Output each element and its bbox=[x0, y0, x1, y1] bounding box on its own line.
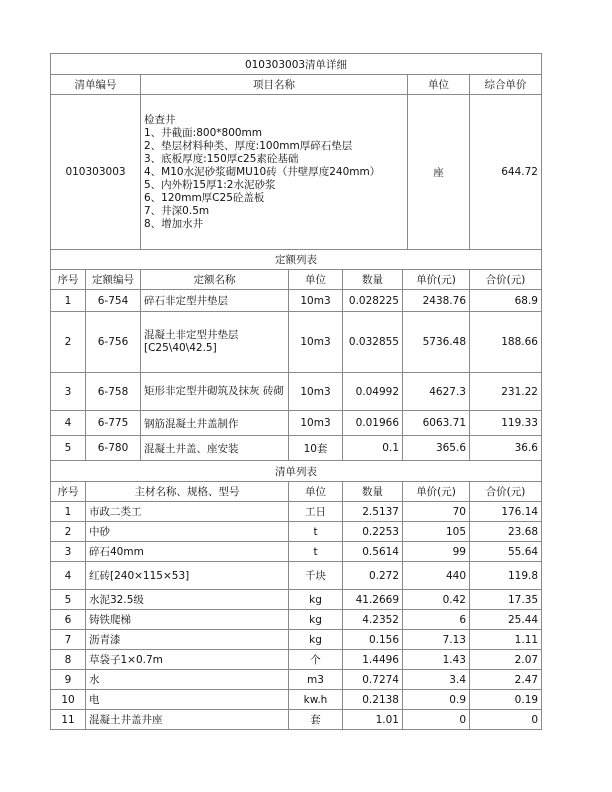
material-seq: 5 bbox=[51, 590, 86, 610]
material-qty: 0.7274 bbox=[343, 670, 403, 690]
table-row bbox=[51, 650, 542, 670]
material-name: 混凝土井盖井座 bbox=[86, 710, 289, 730]
desc-line: 3、底板厚度:150厚c25素砼基础 bbox=[144, 152, 299, 165]
table-row bbox=[51, 590, 542, 610]
material-unit: kw.h bbox=[289, 690, 343, 710]
material-name: 电 bbox=[86, 690, 289, 710]
quota-name: 钢筋混凝土井盖制作 bbox=[141, 411, 289, 436]
item-unit: 座 bbox=[408, 95, 470, 250]
quota-name: 碎石非定型井垫层 bbox=[141, 290, 289, 312]
material-price: 1.43 bbox=[403, 650, 470, 670]
table-row bbox=[51, 710, 542, 730]
table-row bbox=[51, 522, 542, 542]
quota-total: 188.66 bbox=[470, 312, 542, 373]
material-total: 119.8 bbox=[470, 562, 542, 590]
table-row bbox=[51, 373, 542, 411]
material-total: 2.47 bbox=[470, 670, 542, 690]
material-seq: 10 bbox=[51, 690, 86, 710]
table-row bbox=[51, 436, 542, 461]
material-total: 17.35 bbox=[470, 590, 542, 610]
quota-code: 6-775 bbox=[86, 411, 141, 436]
quota-total: 231.22 bbox=[470, 373, 542, 411]
quota-seq: 3 bbox=[51, 373, 86, 411]
material-price: 105 bbox=[403, 522, 470, 542]
quota-unit: 10m3 bbox=[289, 411, 343, 436]
quota-col-header: 单位 bbox=[289, 270, 343, 290]
table-row bbox=[51, 411, 542, 436]
material-total: 0 bbox=[470, 710, 542, 730]
table-row bbox=[51, 690, 542, 710]
material-unit: kg bbox=[289, 630, 343, 650]
material-price: 0.9 bbox=[403, 690, 470, 710]
desc-line: 2、垫层材料种类、厚度:100mm厚碎石垫层 bbox=[144, 139, 353, 152]
material-name: 市政二类工 bbox=[86, 502, 289, 522]
materials-col-header: 主材名称、规格、型号 bbox=[86, 482, 289, 502]
item-detail-table bbox=[50, 53, 542, 250]
material-price: 0 bbox=[403, 710, 470, 730]
material-name: 铸铁爬梯 bbox=[86, 610, 289, 630]
material-total: 0.19 bbox=[470, 690, 542, 710]
material-unit: 千块 bbox=[289, 562, 343, 590]
quota-price: 2438.76 bbox=[403, 290, 470, 312]
material-name: 碎石40mm bbox=[86, 542, 289, 562]
materials-section-title: 清单列表 bbox=[51, 461, 542, 482]
quota-seq: 1 bbox=[51, 290, 86, 312]
material-name: 红砖[240×115×53] bbox=[86, 562, 289, 590]
material-qty: 41.2669 bbox=[343, 590, 403, 610]
material-seq: 7 bbox=[51, 630, 86, 650]
quota-col-header: 合价(元) bbox=[470, 270, 542, 290]
table-row bbox=[51, 290, 542, 312]
material-qty: 0.156 bbox=[343, 630, 403, 650]
quota-unit: 10套 bbox=[289, 436, 343, 461]
quota-price: 5736.48 bbox=[403, 312, 470, 373]
material-qty: 1.01 bbox=[343, 710, 403, 730]
materials-table bbox=[50, 460, 542, 730]
quota-code: 6-756 bbox=[86, 312, 141, 373]
material-qty: 1.4496 bbox=[343, 650, 403, 670]
material-price: 7.13 bbox=[403, 630, 470, 650]
desc-line: 1、井截面:800*800mm bbox=[144, 126, 263, 139]
material-qty: 0.5614 bbox=[343, 542, 403, 562]
quota-col-header: 定额编号 bbox=[86, 270, 141, 290]
quota-section-title: 定额列表 bbox=[51, 250, 542, 270]
quota-unit: 10m3 bbox=[289, 373, 343, 411]
material-total: 23.68 bbox=[470, 522, 542, 542]
material-qty: 0.2253 bbox=[343, 522, 403, 542]
materials-col-header: 单位 bbox=[289, 482, 343, 502]
quota-col-header: 单价(元) bbox=[403, 270, 470, 290]
table-row bbox=[51, 610, 542, 630]
material-name: 水 bbox=[86, 670, 289, 690]
quota-code: 6-758 bbox=[86, 373, 141, 411]
material-seq: 4 bbox=[51, 562, 86, 590]
quota-seq: 5 bbox=[51, 436, 86, 461]
header-name: 项目名称 bbox=[141, 75, 408, 95]
material-seq: 8 bbox=[51, 650, 86, 670]
quota-total: 119.33 bbox=[470, 411, 542, 436]
quota-qty: 0.1 bbox=[343, 436, 403, 461]
material-price: 3.4 bbox=[403, 670, 470, 690]
quota-price: 6063.71 bbox=[403, 411, 470, 436]
material-price: 440 bbox=[403, 562, 470, 590]
material-qty: 0.272 bbox=[343, 562, 403, 590]
material-seq: 2 bbox=[51, 522, 86, 542]
material-qty: 0.2138 bbox=[343, 690, 403, 710]
material-name: 草袋子1×0.7m bbox=[86, 650, 289, 670]
material-price: 0.42 bbox=[403, 590, 470, 610]
quota-qty: 0.032855 bbox=[343, 312, 403, 373]
material-qty: 2.5137 bbox=[343, 502, 403, 522]
header-code: 清单编号 bbox=[51, 75, 141, 95]
material-name: 水泥32.5级 bbox=[86, 590, 289, 610]
table-row bbox=[51, 502, 542, 522]
quota-unit: 10m3 bbox=[289, 290, 343, 312]
quota-table bbox=[50, 249, 542, 461]
material-total: 25.44 bbox=[470, 610, 542, 630]
quota-total: 68.9 bbox=[470, 290, 542, 312]
material-seq: 1 bbox=[51, 502, 86, 522]
quota-col-header: 数量 bbox=[343, 270, 403, 290]
material-unit: t bbox=[289, 522, 343, 542]
quota-total: 36.6 bbox=[470, 436, 542, 461]
materials-col-header: 数量 bbox=[343, 482, 403, 502]
item-price: 644.72 bbox=[470, 95, 542, 250]
material-unit: m3 bbox=[289, 670, 343, 690]
quota-qty: 0.01966 bbox=[343, 411, 403, 436]
table-row bbox=[51, 312, 542, 373]
quota-name: 混凝土非定型井垫层[C25\40\42.5] bbox=[141, 312, 289, 373]
material-unit: 工日 bbox=[289, 502, 343, 522]
quota-name: 混凝土井盖、座安装 bbox=[141, 436, 289, 461]
quota-unit: 10m3 bbox=[289, 312, 343, 373]
material-total: 176.14 bbox=[470, 502, 542, 522]
quota-code: 6-754 bbox=[86, 290, 141, 312]
materials-col-header: 合价(元) bbox=[470, 482, 542, 502]
material-unit: 个 bbox=[289, 650, 343, 670]
material-unit: kg bbox=[289, 590, 343, 610]
quota-name: 矩形非定型井砌筑及抹灰 砖砌 bbox=[141, 373, 289, 411]
material-price: 6 bbox=[403, 610, 470, 630]
table-row bbox=[51, 562, 542, 590]
quota-col-header: 定额名称 bbox=[141, 270, 289, 290]
desc-line: 4、M10水泥砂浆砌MU10砖（井壁厚度240mm） bbox=[144, 165, 381, 178]
materials-col-header: 序号 bbox=[51, 482, 86, 502]
page-title: 010303003清单详细 bbox=[51, 54, 542, 75]
desc-line: 6、120mm厚C25砼盖板 bbox=[144, 191, 265, 204]
material-name: 沥青漆 bbox=[86, 630, 289, 650]
material-seq: 9 bbox=[51, 670, 86, 690]
quota-seq: 4 bbox=[51, 411, 86, 436]
table-row bbox=[51, 630, 542, 650]
header-price: 综合单价 bbox=[470, 75, 542, 95]
materials-col-header: 单价(元) bbox=[403, 482, 470, 502]
desc-line: 检查井 bbox=[144, 113, 176, 126]
quota-qty: 0.028225 bbox=[343, 290, 403, 312]
table-row bbox=[51, 542, 542, 562]
material-unit: kg bbox=[289, 610, 343, 630]
material-price: 70 bbox=[403, 502, 470, 522]
quota-price: 4627.3 bbox=[403, 373, 470, 411]
material-price: 99 bbox=[403, 542, 470, 562]
material-qty: 4.2352 bbox=[343, 610, 403, 630]
table-row bbox=[51, 670, 542, 690]
material-seq: 6 bbox=[51, 610, 86, 630]
desc-line: 5、内外粉15厚1:2水泥砂浆 bbox=[144, 178, 276, 191]
header-unit: 单位 bbox=[408, 75, 470, 95]
item-description bbox=[141, 95, 408, 250]
item-code: 010303003 bbox=[51, 95, 141, 250]
quota-code: 6-780 bbox=[86, 436, 141, 461]
material-total: 2.07 bbox=[470, 650, 542, 670]
quota-price: 365.6 bbox=[403, 436, 470, 461]
material-name: 中砂 bbox=[86, 522, 289, 542]
material-unit: t bbox=[289, 542, 343, 562]
material-unit: 套 bbox=[289, 710, 343, 730]
material-total: 55.64 bbox=[470, 542, 542, 562]
material-seq: 11 bbox=[51, 710, 86, 730]
quota-col-header: 序号 bbox=[51, 270, 86, 290]
quota-qty: 0.04992 bbox=[343, 373, 403, 411]
material-seq: 3 bbox=[51, 542, 86, 562]
desc-line: 7、井深0.5m bbox=[144, 204, 210, 217]
desc-line: 8、增加水井 bbox=[144, 217, 204, 230]
material-total: 1.11 bbox=[470, 630, 542, 650]
quota-seq: 2 bbox=[51, 312, 86, 373]
